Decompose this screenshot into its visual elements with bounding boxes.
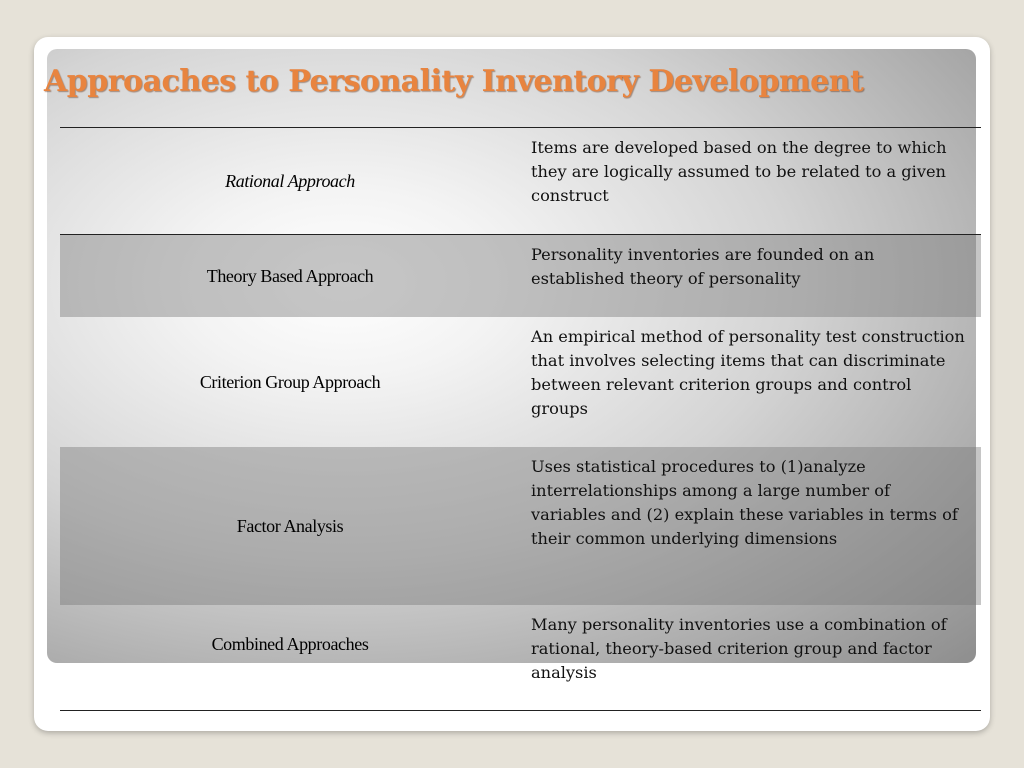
approach-name: Criterion Group Approach xyxy=(199,371,381,392)
approach-description: An empirical method of personality test construction that involves selecting items that can discriminate between relevant criterion groups and control groups xyxy=(531,327,965,418)
approach-description: Personality inventories are founded on an established theory of personality xyxy=(520,235,981,317)
table-row xyxy=(60,128,981,234)
approach-name: Rational Approach xyxy=(225,170,355,191)
approach-name: Factor Analysis xyxy=(60,447,520,605)
table-row xyxy=(60,447,981,605)
slide-title: Approaches to Personality Inventory Development xyxy=(44,64,864,99)
approach-name: Combined Approaches xyxy=(211,634,369,654)
approach-description: Many personality inventories use a combination of rational, theory-based criterion group and factor analysis xyxy=(531,615,947,682)
table-row xyxy=(60,317,981,447)
approach-description: Items are developed based on the degree to which they are logically assumed to be related to a given construct xyxy=(531,138,947,205)
approaches-table xyxy=(60,127,981,711)
approach-name: Theory Based Approach xyxy=(60,235,520,317)
approach-description: Uses statistical procedures to (1)analyze interrelationships among a large number of variables and (2) explain these variables in terms of their common underlying dimensions xyxy=(520,447,981,605)
table-row xyxy=(60,234,981,317)
table-row xyxy=(60,605,981,710)
